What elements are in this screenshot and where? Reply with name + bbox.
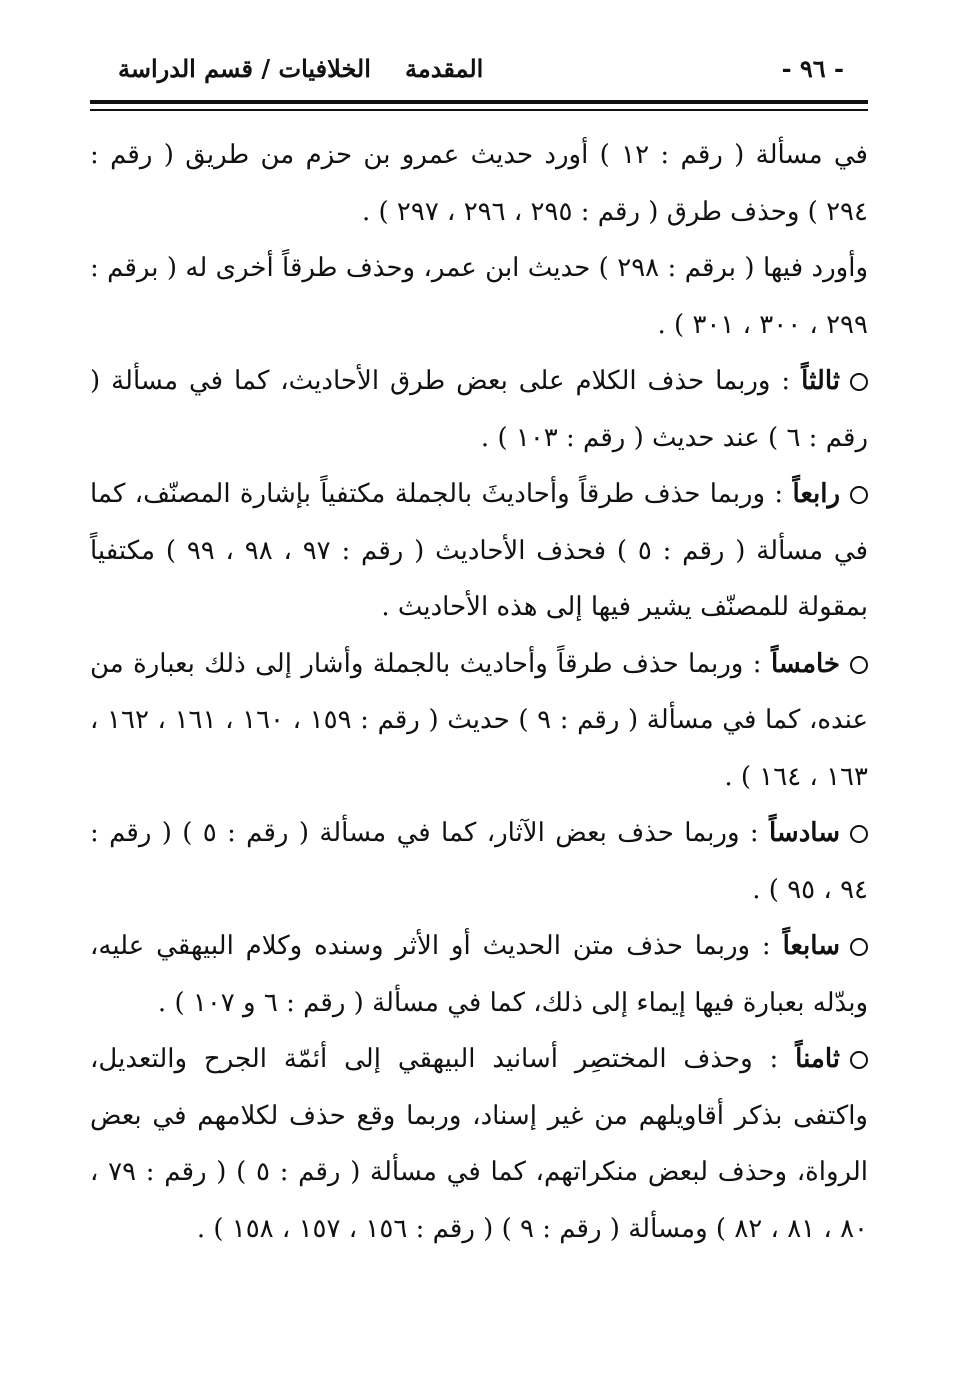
paragraph-8 (90, 1031, 868, 1257)
paragraph-7 (90, 918, 868, 1031)
circle-bullet-icon (850, 656, 868, 674)
header-rule-thin (90, 109, 868, 111)
paragraph-ordinal: ثالثاً (801, 366, 840, 396)
paragraph-5 (90, 636, 868, 806)
paragraph-ordinal: ثامناً (795, 1044, 840, 1074)
circle-bullet-icon (850, 373, 868, 391)
paragraph-ordinal: سادساً (769, 818, 840, 848)
book-title: الخلافيات / قسم الدراسة (118, 54, 371, 83)
paragraph-text: : وربما حذف الكلام على بعض طرق الأحاديث، كما في مسألة ( رقم : ٦ ) عند حديث ( رقم : ١٠٣ ) . (90, 366, 868, 453)
paragraph-text: في مسألة ( رقم : ١٢ ) أورد حديث عمرو بن حزم من طريق ( رقم : ٢٩٤ ) وحذف طرق ( رقم : ٢٩٥ ، ٢٩٦ ، ٢٩٧ ) . (90, 140, 868, 227)
paragraph-1 (90, 127, 868, 240)
body-text (90, 127, 868, 1257)
paragraph-ordinal: خامساً (770, 648, 840, 679)
page-number: - ٩٦ - (781, 54, 844, 83)
circle-bullet-icon (850, 1051, 868, 1069)
running-header (90, 40, 868, 92)
paragraph-3 (90, 353, 868, 466)
circle-bullet-icon (850, 486, 868, 504)
paragraph-text: : وربما حذف طرقاً وأحاديثَ بالجملة مكتفياً بإشارة المصنّف، كما في مسألة ( رقم : ٥ ) فحذف الأحاديث ( رقم : ٩٧ ، ٩٨ ، ٩٩ ) مكتفياً بمقولة للمصنّف يشير فيها إلى هذه الأحاديث . (90, 479, 869, 622)
paragraph-4 (90, 466, 868, 636)
section-title: المقدمة (405, 54, 484, 83)
paragraph-text: : وحذف المختصِر أسانيد البيهقي إلى أئمّة الجرح والتعديل، واكتفى بذكر أقاويلهم من غير إسناد، وربما وقع حذف لكلامهم في بعض الرواة، وحذف لبعض منكراتهم، كما في مسألة ( رقم : ٥ ) ( رقم : ٧٩ ، ٨٠ ، ٨١ ، ٨٢ ) ومسألة ( رقم : ٩ ) ( رقم : ١٥٦ ، ١٥٧ ، ١٥٨ ) . (90, 1044, 869, 1244)
paragraph-text: : وربما حذف بعض الآثار، كما في مسألة ( رقم : ٥ ) ( رقم : ٩٤ ، ٩٥ ) . (90, 818, 868, 905)
paragraph-text: وأورد فيها ( برقم : ٢٩٨ ) حديث ابن عمر، وحذف طرقاً أخرى له ( برقم : ٢٩٩ ، ٣٠٠ ، ٣٠١ ) . (90, 253, 868, 340)
paragraph-ordinal: سابعاً (782, 931, 840, 961)
paragraph-ordinal: رابعاً (792, 479, 840, 509)
circle-bullet-icon (850, 825, 868, 843)
header-rule-thick (90, 100, 868, 104)
circle-bullet-icon (850, 938, 868, 956)
paragraph-6 (90, 805, 868, 918)
paragraph-text: : وربما حذف متن الحديث أو الأثر وسنده وكلام البيهقي عليه، وبدّله بعبارة فيها إيماء إلى ذلك، كما في مسألة ( رقم : ٦ و ١٠٧ ) . (90, 931, 868, 1018)
paragraph-2 (90, 240, 868, 353)
document-page (90, 40, 868, 1257)
paragraph-text: : وربما حذف طرقاً وأحاديث بالجملة وأشار إلى ذلك بعبارة من عنده، كما في مسألة ( رقم : ٩ ) حديث ( رقم : ١٥٩ ، ١٦٠ ، ١٦١ ، ١٦٢ ، ١٦٣ ، ١٦٤ ) . (90, 648, 868, 792)
